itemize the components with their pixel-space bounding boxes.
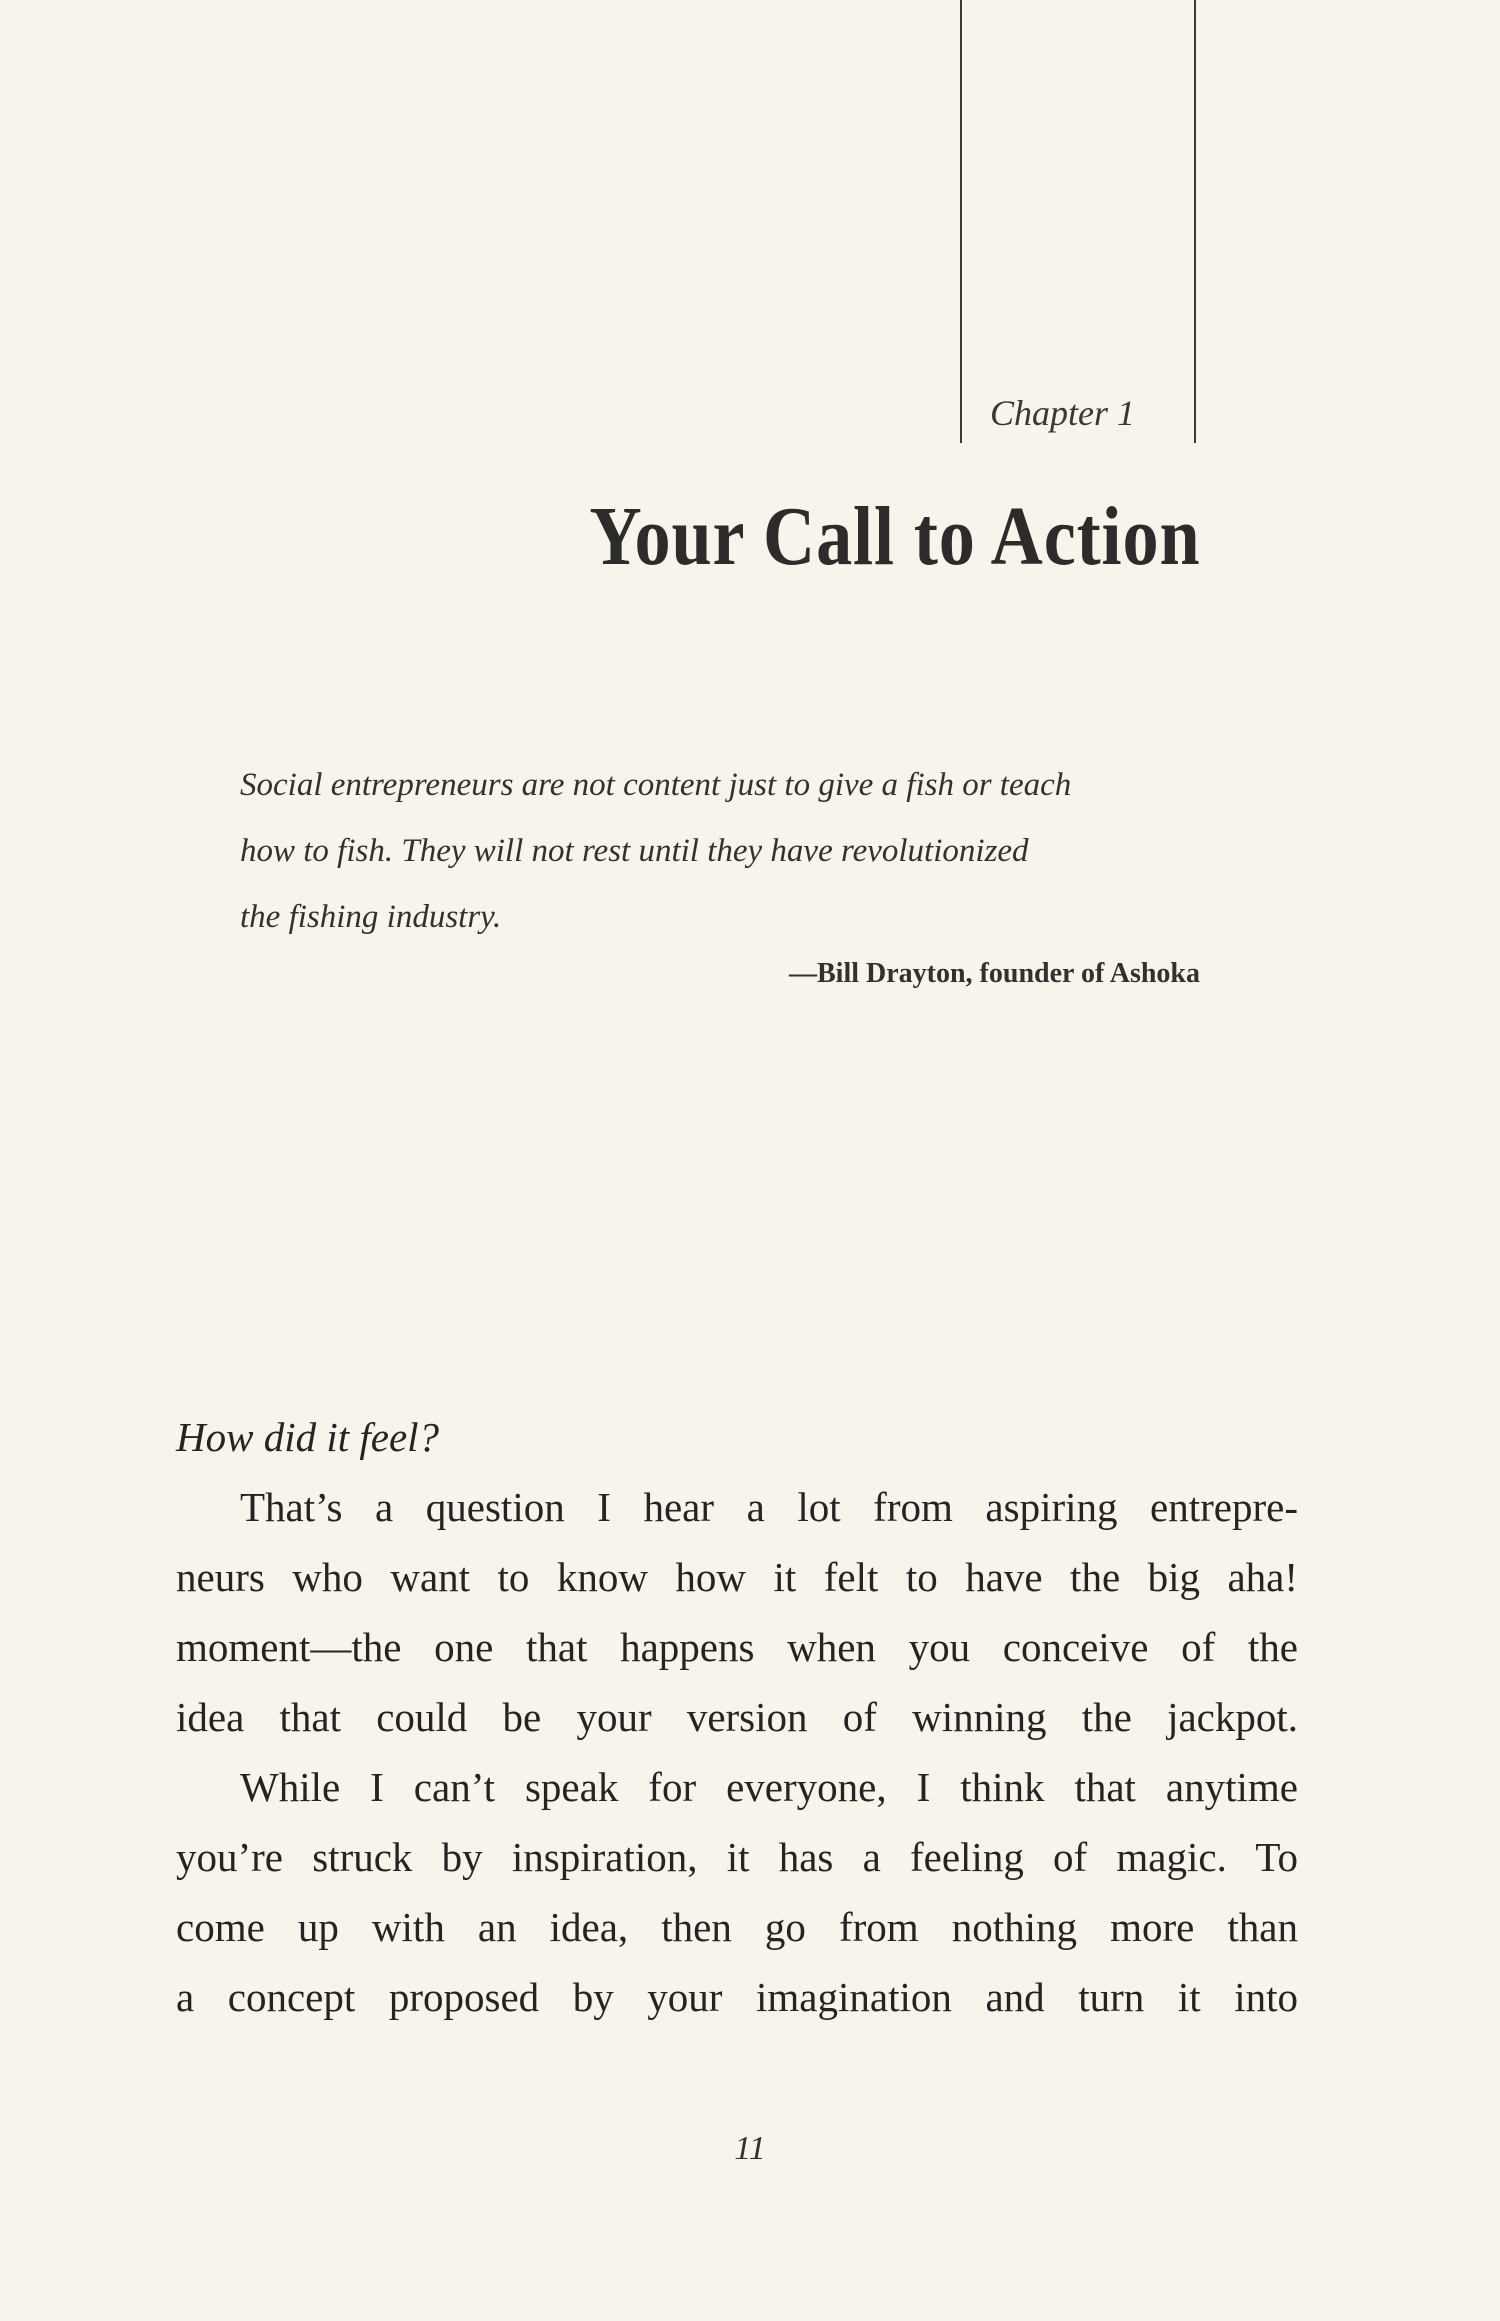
epigraph — [240, 752, 1252, 950]
chapter-label: Chapter 1 — [990, 393, 1136, 433]
page-number: 11 — [734, 2130, 766, 2167]
body-line: While I can’t speak for everyone, I think that anytime — [240, 1764, 1298, 1810]
body-line: idea that could be your version of winning the jackpot. — [176, 1694, 1298, 1740]
body-line: come up with an idea, then go from nothing more than — [176, 1904, 1298, 1950]
lead-in-question: How did it feel? — [176, 1414, 440, 1460]
epigraph-line: the fishing industry. — [240, 899, 502, 935]
chapter-title: Your Call to Action — [588, 490, 1200, 583]
body-text — [176, 1402, 1298, 2032]
chapter-frame — [960, 0, 1196, 443]
epigraph-line: how to fish. They will not rest until they have revolutionized — [240, 833, 1029, 869]
epigraph-line: Social entrepreneurs are not content just to give a fish or teach — [240, 767, 1072, 803]
body-line: you’re struck by inspiration, it has a feeling of magic. To — [176, 1834, 1298, 1880]
body-line: moment—the one that happens when you conceive of the — [176, 1624, 1298, 1670]
body-line: That’s a question I hear a lot from aspiring entrepre- — [240, 1484, 1298, 1530]
epigraph-attribution: —Bill Drayton, founder of Ashoka — [789, 958, 1200, 989]
body-line: neurs who want to know how it felt to have the big aha! — [176, 1554, 1298, 1600]
body-line: a concept proposed by your imagination and turn it into — [176, 1974, 1298, 2020]
